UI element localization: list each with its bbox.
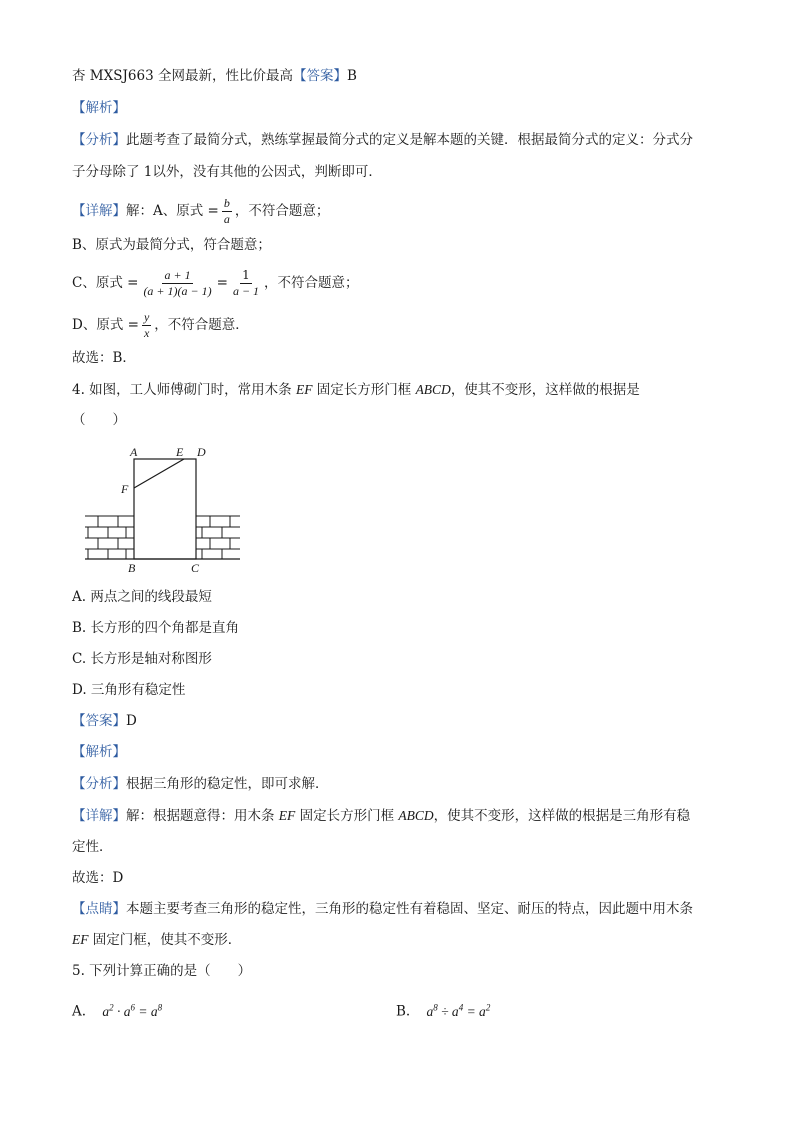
q5-option-b-expr: $a^8 \div a^4 = a^2$: [426, 1002, 491, 1019]
q3-detail-b: B、原式为最简分式，符合题意；: [72, 237, 271, 253]
q4-stem-ef: EF: [295, 382, 313, 397]
q3-c-denominator2: a − 1: [232, 284, 260, 298]
q3-analysis-line2: 子分母除了 1以外，没有其他的公因式，判断即可．: [72, 164, 382, 180]
q4-detail-ef: EF: [278, 808, 296, 823]
q4-detail-abcd: ABCD: [398, 808, 434, 823]
q5-option-a-label: A.: [72, 1003, 87, 1020]
q3-conclusion: 故选：B．: [72, 350, 136, 366]
label-b: B: [128, 561, 136, 575]
q3-c-equals: =: [216, 275, 228, 291]
q3-jiexi-heading: 【解析】: [72, 100, 126, 116]
label-f: F: [121, 482, 129, 496]
q4-detail-line1: [72, 806, 690, 826]
q4-analysis-tag: 【分析】: [72, 776, 126, 792]
left-brick-wall: [85, 516, 134, 559]
q5-option-b: [396, 997, 490, 1022]
q3-detail-d: [72, 310, 249, 341]
q3-a-prefix: 解：A、原式 =: [126, 203, 219, 219]
q3-d-fraction: [142, 310, 151, 341]
header-line: [72, 66, 357, 86]
q4-comment-text1: 本题主要考查三角形的稳定性，三角形的稳定性有着稳固、坚定、耐压的特点，因此题中用木条: [126, 901, 693, 917]
q4-stem-line2: （ ）: [72, 412, 126, 428]
q3-d-suffix: ，不符合题意．: [154, 317, 249, 333]
q5-stem: 5. 下列计算正确的是（ ）: [72, 963, 252, 979]
q3-a-suffix: ，不符合题意；: [234, 203, 330, 219]
q4-stem-part1: 4. 如图，工人师傅砌门时，常用木条: [72, 382, 296, 398]
q3-a-fraction: [222, 196, 232, 227]
q4-option-d: D. 三角形有稳定性: [72, 682, 186, 698]
q3-analysis-line1: [72, 130, 693, 150]
q4-comment-line1: [72, 899, 693, 919]
q5-option-a: [72, 997, 162, 1022]
q4-answer-value: D: [126, 713, 137, 729]
q4-option-b: B. 长方形的四个角都是直角: [72, 620, 240, 636]
door-frame-rect: [134, 459, 196, 559]
q3-c-numerator1: a + 1: [164, 268, 191, 282]
label-a: A: [130, 445, 138, 459]
q4-stem-part2: 固定长方形门框: [312, 382, 416, 398]
header-prefix: 杏 MXSJ663 全网最新，性比价最高: [72, 68, 293, 84]
q3-c-numerator2: 1: [242, 268, 250, 282]
answer-tag: 【答案】: [292, 68, 347, 84]
q4-option-a: A. 两点之间的线段最短: [72, 589, 212, 605]
q3-d-numerator: y: [143, 310, 150, 324]
q4-conclusion: 故选：D: [72, 870, 124, 886]
q5-option-a-expr: $a^2 \cdot a^6 = a^8$: [102, 1002, 163, 1019]
q3-analysis-tag: 【分析】: [72, 132, 126, 148]
q5-option-b-label: B.: [396, 1003, 411, 1020]
q4-option-c: C. 长方形是轴对称图形: [72, 651, 212, 667]
right-brick-wall: [196, 516, 240, 559]
q4-stem-part3: ，使其不变形，这样做的根据是: [450, 382, 640, 398]
label-d: D: [197, 445, 206, 459]
q4-jiexi-heading: 【解析】: [72, 744, 126, 760]
q3-d-denominator: x: [143, 326, 150, 340]
answer-value: B: [346, 68, 357, 84]
q3-d-prefix: D、原式 =: [72, 317, 139, 333]
q4-detail-line2: 定性．: [72, 839, 113, 855]
q4-comment-ef: EF: [72, 932, 89, 947]
q4-answer-tag: 【答案】: [72, 713, 126, 729]
q4-comment-tag: 【点睛】: [72, 901, 126, 917]
door-frame-figure: [80, 442, 250, 577]
label-e: E: [176, 445, 184, 459]
brace-ef: [134, 459, 184, 488]
q4-detail-part2: 固定长方形门框: [295, 808, 399, 824]
q3-c-fraction2: [231, 268, 261, 299]
q3-detail-a: [72, 196, 329, 227]
q4-answer-line: [72, 711, 137, 731]
q4-comment-line2: [72, 930, 241, 950]
q3-c-fraction1: [141, 268, 213, 299]
q3-a-numerator: b: [223, 196, 230, 210]
q3-detail-c: [72, 268, 359, 299]
q4-analysis-line: [72, 774, 329, 794]
q3-analysis-text1: 此题考查了最简分式，熟练掌握最简分式的定义是解本题的关键．根据最简分式的定义：分式分: [126, 132, 693, 148]
q4-stem-line1: [72, 380, 640, 400]
q3-c-prefix: C、原式 =: [72, 275, 139, 291]
q4-detail-tag: 【详解】: [72, 808, 126, 824]
q4-analysis-text: 根据三角形的稳定性，即可求解．: [126, 776, 329, 792]
q4-comment-text2: 固定门框，使其不变形．: [88, 932, 242, 948]
q3-a-denominator: a: [223, 212, 230, 226]
q4-stem-abcd: ABCD: [415, 382, 451, 397]
q4-detail-part1: 解：根据题意得：用木条: [126, 808, 279, 824]
q3-c-denominator1: (a + 1)(a − 1): [143, 284, 212, 298]
label-c: C: [191, 561, 200, 575]
q3-detail-tag: 【详解】: [72, 203, 126, 219]
q4-detail-part3: ，使其不变形，这样做的根据是三角形有稳: [433, 808, 691, 824]
q3-c-suffix: ，不符合题意；: [264, 275, 359, 291]
